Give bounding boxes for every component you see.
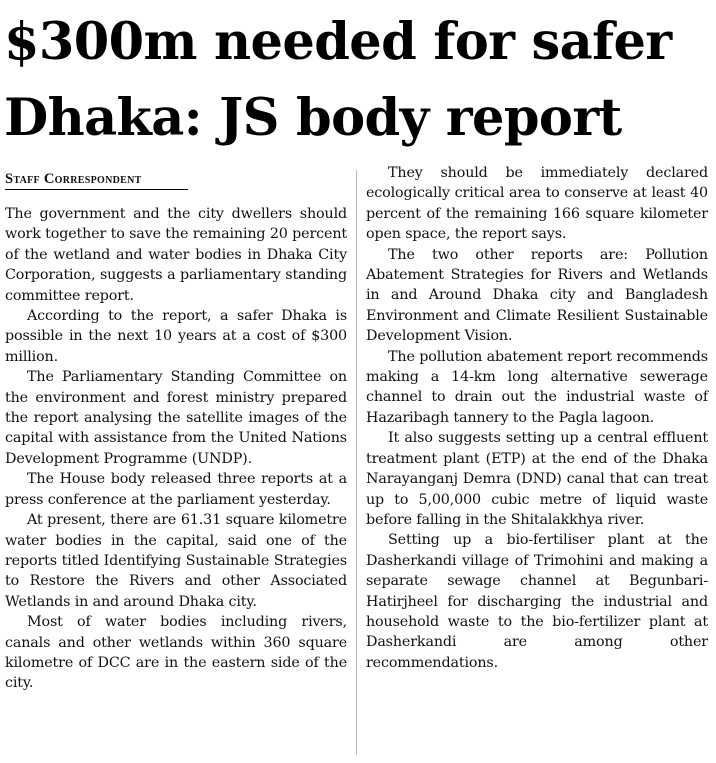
paragraph: The two other reports are: Pollution Abatement Strategies for Rivers and Wetlands in and Around Dhaka city and Bangladesh Environment and Climate Resilient Sustainable Development Vision. <box>366 246 708 345</box>
headline-line-1: $300m needed for safer <box>4 12 672 72</box>
right-column <box>366 163 708 673</box>
paragraph: Setting up a bio-fertiliser plant at the Dasherkandi village of Trimohini and making a separate sewage channel at Begunbari-Hatirjheel for discharging the industrial and household waste to the bio-fertilizer plant at Dasherkandi are among other recommendations. <box>366 532 708 671</box>
headline-line-2: Dhaka: JS body report <box>4 88 622 148</box>
paragraph: The Parliamentary Standing Committee on the environment and forest ministry prepared the report analysing the satellite images of the capital with assistance from the United Nations Development Programme (UNDP). <box>5 369 347 467</box>
left-column <box>5 204 347 694</box>
column-divider <box>356 170 357 755</box>
headline <box>4 4 714 156</box>
paragraph: It also suggests setting up a central effluent treatment plant (ETP) at the end of the Dhaka Narayanganj Demra (DND) canal that can treat up to 5,00,000 cubic metre of liquid waste before falling in the Shitalakkhya river. <box>366 430 708 528</box>
byline: Staff Correspondent <box>5 170 188 190</box>
paragraph: The pollution abatement report recommends making a 14-km long alternative sewerage channel to drain out the industrial waste of Hazaribagh tannery to the Pagla lagoon. <box>366 348 708 426</box>
paragraph: Most of water bodies including rivers, canals and other wetlands within 360 square kilometre of DCC are in the eastern side of the city. <box>5 614 347 692</box>
paragraph: The government and the city dwellers should work together to save the remaining 20 percent of the wetland and water bodies in Dhaka City Corporation, suggests a parliamentary standing committee report. <box>5 206 347 304</box>
paragraph: The House body released three reports at a press conference at the parliament yesterday. <box>5 471 347 508</box>
paragraph: They should be immediately declared ecologically critical area to conserve at least 40 percent of the remaining 166 square kilometer open space, the report says. <box>366 165 708 243</box>
paragraph: At present, there are 61.31 square kilometre water bodies in the capital, said one of the reports titled Identifying Sustainable Strategies to Restore the Rivers and other Associated Wetlands in and around Dhaka city. <box>5 512 347 610</box>
paragraph: According to the report, a safer Dhaka is possible in the next 10 years at a cost of $300 million. <box>5 308 347 365</box>
